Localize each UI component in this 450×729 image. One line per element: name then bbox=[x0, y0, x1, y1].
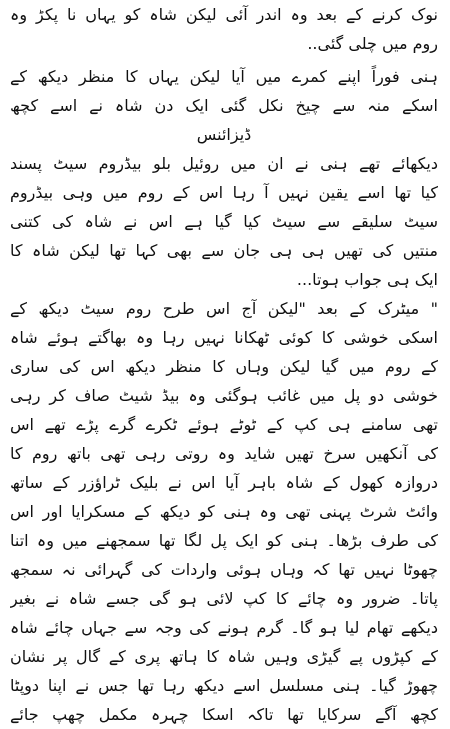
text-line-20: چھوٹا نہیں تھا کہ وہاں ہوئی واردات کی گہرائی نہ سمجھ bbox=[10, 560, 438, 579]
text-line-10: ایک ہی جواب ہوتا... bbox=[296, 270, 438, 289]
text-line-5: ڈیزائنس bbox=[196, 125, 252, 144]
text-line-14: خوشی دو پل میں غائب ہوگئی وہ بیڈ شیٹ صاف کر رہی bbox=[10, 386, 438, 405]
text-line-22: دیکھے تھام لیا ہو گا۔ گرم ہونے کی وجہ سے جہاں چائے شاہ bbox=[10, 618, 438, 637]
text-line-15: تھی سامنے ہی کپ کے ٹوٹے ہوئے ٹکرے گرے پڑے تھے اس bbox=[10, 415, 438, 434]
text-line-21: پاتا۔ ضرور وہ چائے کا کپ لائی ہو گی جسے شاہ نے بغیر bbox=[10, 589, 438, 608]
text-line-4: اسکے منہ سے چیخ نکل گئی ایک دن شاہ نے اسے کچھ bbox=[10, 96, 438, 115]
text-line-24: چھوڑ گیا۔ ہنی مسلسل اسے دیکھ رہا تھا جس نے اپنا دوپٹا bbox=[10, 676, 438, 695]
text-line-16: کی آنکھیں سرخ تھیں شاید وہ روتی رہی تھی باتھ روم کا bbox=[10, 444, 438, 463]
text-line-17: دروازہ کھول کے شاہ باہر آیا اس نے بلیک ٹراؤزر کے ساتھ bbox=[10, 473, 438, 492]
text-line-7: کیا تھا اسے یقین نہیں آ رہا اس کے روم میں وہی بیڈروم bbox=[10, 183, 438, 202]
text-line-9: منتیں کی تھیں ہی ہی جان سے بھی کہا تھا لیکن شاہ کا bbox=[10, 241, 438, 260]
text-line-18: وائٹ شرٹ پہنی تھی وہ ہنی کو دیکھ کے مسکرایا اور اس bbox=[10, 502, 438, 521]
text-line-6: دیکھائے تھے ہنی نے ان میں روئیل بلو بیڈروم سیٹ پسند bbox=[10, 154, 438, 173]
text-line-12: اسکی خوشی کا کوئی ٹھکانا نہیں رہا وہ بھاگتے ہوئے شاہ bbox=[10, 328, 438, 347]
text-line-11: " میٹرک کے بعد "لیکن آج اس طرح روم سیٹ دیکھ کے bbox=[10, 299, 438, 318]
text-line-23: کے کپڑوں پے گیڑی وہیں شاہ کا ہاتھ پری کے گال پر نشان bbox=[10, 647, 438, 666]
text-line-19: کی طرف بڑھا۔ ہنی کو ایک پل لگا تھا سمجھنے میں وہ اتنا bbox=[10, 531, 438, 550]
text-line-25: کچھ آگے سرکایا تھا تاکہ اسکا چہرہ مکمل چھپ جائے bbox=[10, 705, 438, 724]
text-line-3: ہنی فوراً اپنے کمرے میں آیا لیکن یہاں کا منظر دیکھ کے bbox=[10, 67, 438, 86]
text-line-13: کے روم میں گیا لیکن وہاں کا منظر دیکھ اس کی ساری bbox=[10, 357, 438, 376]
text-line-2: روم میں چلی گئی.. bbox=[307, 34, 438, 53]
text-line-1: نوک کرنے کے بعد وہ اندر آئی لیکن شاہ کو یہاں نا پکڑ وہ bbox=[10, 5, 438, 24]
text-line-8: سیٹ سلیقے سے سیٹ کیا گیا ہے اس نے شاہ کی کتنی bbox=[10, 212, 438, 231]
